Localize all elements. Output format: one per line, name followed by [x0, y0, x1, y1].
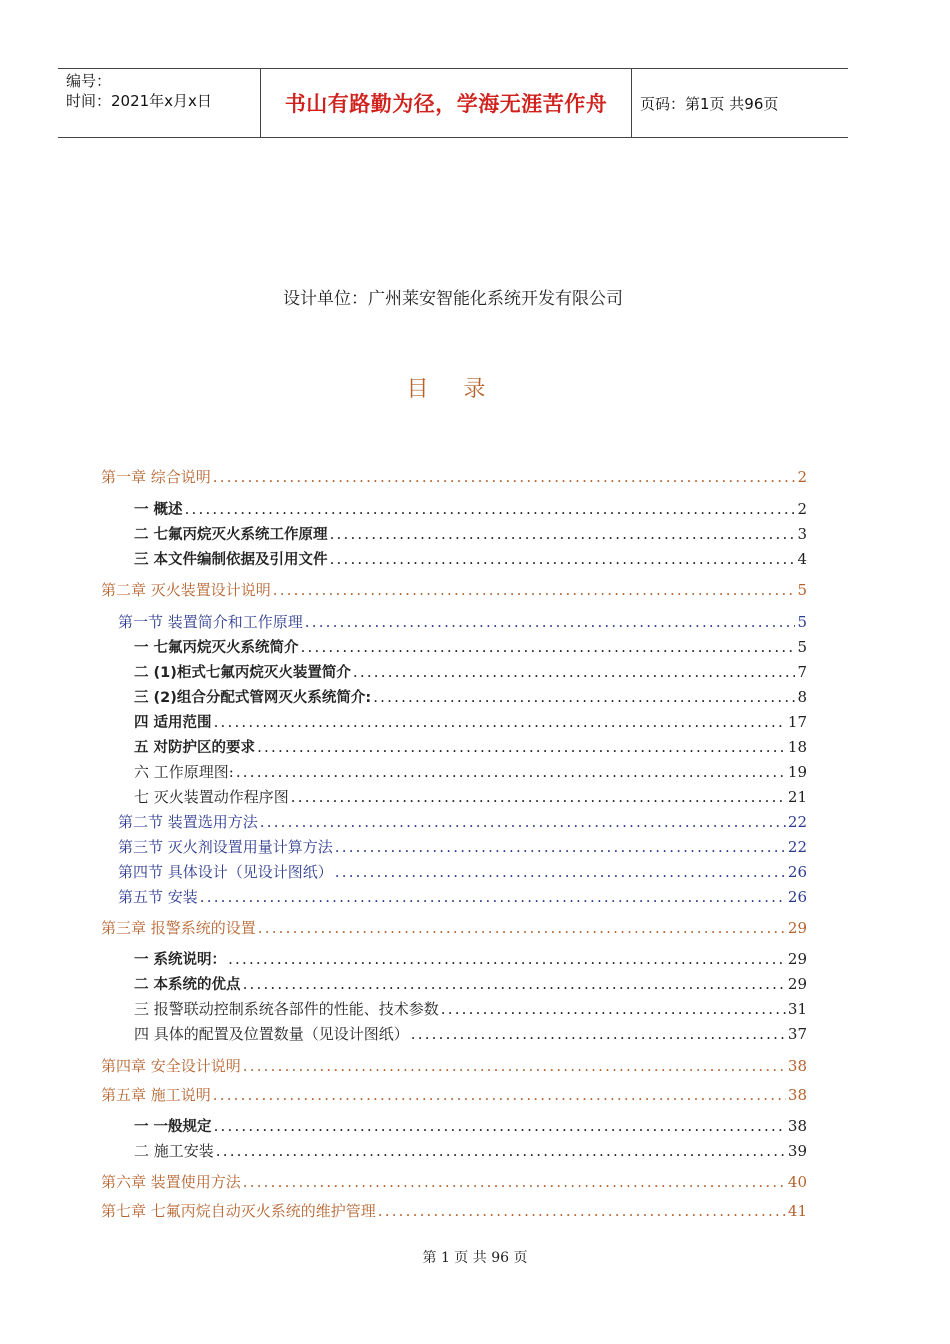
toc-leader-dots — [411, 1025, 786, 1043]
toc-entry-page: 39 — [787, 1142, 807, 1160]
toc-entry-title: 第五节 安装 — [118, 888, 198, 906]
toc-entry-title: 第二章 灭火装置设计说明 — [101, 581, 271, 599]
toc-leader-dots — [185, 500, 796, 518]
toc-entry-page: 37 — [787, 1025, 807, 1043]
toc-entry-title: 五 对防护区的要求 — [134, 740, 256, 756]
toc-leader-dots — [301, 638, 796, 656]
toc-entry[interactable] — [101, 1200, 807, 1220]
toc-entry[interactable] — [101, 579, 807, 599]
toc-leader-dots — [236, 763, 786, 781]
toc-entry-page: 26 — [787, 888, 807, 906]
toc-entry-title: 第四节 具体设计（见设计图纸） — [118, 863, 333, 881]
toc-entry[interactable] — [118, 811, 807, 831]
toc-entry-page: 5 — [797, 581, 807, 599]
toc-leader-dots — [335, 838, 786, 856]
number-label: 编号： — [66, 72, 112, 90]
toc-entry-title: 二 施工安装 — [134, 1142, 214, 1160]
toc-entry-page: 38 — [787, 1117, 807, 1135]
toc-entry[interactable] — [118, 611, 807, 631]
toc-leader-dots — [243, 1057, 786, 1075]
toc-entry-page: 29 — [787, 975, 807, 993]
toc-entry-page: 22 — [787, 838, 807, 856]
toc-entry-page: 38 — [787, 1086, 807, 1104]
toc-leader-dots — [243, 975, 786, 993]
toc-entry-title: 一 系统说明： — [134, 952, 227, 968]
toc-entry-page: 7 — [797, 663, 807, 681]
toc-entry[interactable] — [134, 711, 807, 731]
toc-entry[interactable] — [134, 998, 807, 1018]
toc-leader-dots — [213, 468, 796, 486]
toc-leader-dots — [260, 813, 786, 831]
toc-entry-title: 第二节 装置选用方法 — [118, 813, 258, 831]
toc-leader-dots — [441, 1000, 786, 1018]
toc-entry-page: 29 — [787, 950, 807, 968]
header-meta — [58, 69, 260, 137]
toc-entry-title: 第三节 灭火剂设置用量计算方法 — [118, 838, 333, 856]
toc-entry[interactable] — [101, 917, 807, 937]
company-line: 设计单位：广州莱安智能化系统开发有限公司 — [283, 289, 623, 309]
toc-entry-title: 二 七氟丙烷灭火系统工作原理 — [134, 527, 328, 543]
toc-entry-page: 3 — [797, 525, 807, 543]
toc-entry-title: 第一节 装置简介和工作原理 — [118, 613, 303, 631]
toc-entry[interactable] — [134, 1140, 807, 1160]
toc-entry-title: 一 概述 — [134, 502, 183, 518]
toc-leader-dots — [291, 788, 786, 806]
toc-leader-dots — [353, 663, 796, 681]
toc-entry[interactable] — [134, 548, 807, 568]
toc-entry-title: 第三章 报警系统的设置 — [101, 919, 256, 937]
toc-leader-dots — [243, 1173, 786, 1191]
toc-entry-page: 2 — [797, 500, 807, 518]
toc-entry-page: 18 — [787, 738, 807, 756]
toc-entry[interactable] — [134, 786, 807, 806]
toc-entry[interactable] — [101, 1055, 807, 1075]
toc-entry-page: 41 — [787, 1202, 807, 1220]
toc-entry-page: 38 — [787, 1057, 807, 1075]
toc-entry-title: 第七章 七氟丙烷自动灭火系统的维护管理 — [101, 1202, 376, 1220]
toc-entry-page: 40 — [787, 1173, 807, 1191]
toc-entry-title: 四 具体的配置及位置数量（见设计图纸） — [134, 1025, 409, 1043]
toc-entry-title: 一 七氟丙烷灭火系统简介 — [134, 640, 299, 656]
toc-entry-title: 四 适用范围 — [134, 715, 212, 731]
toc-entry-page: 17 — [787, 713, 807, 731]
toc-entry[interactable] — [118, 836, 807, 856]
toc-entry[interactable] — [134, 661, 807, 681]
toc-entry[interactable] — [134, 973, 807, 993]
time-label: 时间：2021年x月x日 — [66, 92, 212, 110]
toc-entry-title: 一 一般规定 — [134, 1119, 212, 1135]
toc-leader-dots — [200, 888, 786, 906]
toc-entry-title: 第六章 装置使用方法 — [101, 1173, 241, 1191]
toc-entry[interactable] — [101, 466, 807, 486]
toc-entry-page: 29 — [787, 919, 807, 937]
toc-leader-dots — [213, 1086, 786, 1104]
toc-entry[interactable] — [101, 1171, 807, 1191]
toc-title: 目 录 — [406, 377, 500, 402]
toc-leader-dots — [273, 581, 796, 599]
toc-entry-title: 六 工作原理图: — [134, 763, 234, 781]
toc-leader-dots — [373, 688, 795, 706]
toc-entry-title: 三 (2)组合分配式管网灭火系统简介: — [134, 690, 372, 706]
toc-entry-page: 26 — [787, 863, 807, 881]
toc-leader-dots — [216, 1142, 786, 1160]
toc-entry-title: 三 本文件编制依据及引用文件 — [134, 552, 328, 568]
toc-entry-title: 三 报警联动控制系统各部件的性能、技术参数 — [134, 1000, 439, 1018]
toc-leader-dots — [214, 1117, 786, 1135]
toc-entry-page: 8 — [797, 688, 807, 706]
toc-entry-title: 二 本系统的优点 — [134, 977, 241, 993]
page-header — [58, 68, 848, 138]
toc-entry[interactable] — [134, 498, 807, 518]
toc-leader-dots — [378, 1202, 786, 1220]
toc-entry[interactable] — [118, 861, 807, 881]
toc-entry-title: 七 灭火装置动作程序图 — [134, 788, 289, 806]
toc-entry-page: 4 — [797, 550, 807, 568]
toc-entry-title: 第四章 安全设计说明 — [101, 1057, 241, 1075]
toc-leader-dots — [330, 550, 796, 568]
toc-entry-title: 第五章 施工说明 — [101, 1086, 211, 1104]
toc-entry-page: 21 — [787, 788, 807, 806]
header-page-label: 页码：第1页 共96页 — [640, 94, 779, 113]
toc-entry-page: 22 — [787, 813, 807, 831]
toc-entry[interactable] — [134, 948, 807, 968]
toc-leader-dots — [228, 950, 786, 968]
page-footer: 第 1 页 共 96 页 — [422, 1250, 528, 1266]
toc-entry-title: 二 (1)柜式七氟丙烷灭火装置简介 — [134, 665, 351, 681]
toc-entry-page: 5 — [797, 613, 807, 631]
toc-entry[interactable] — [134, 686, 807, 706]
toc-leader-dots — [305, 613, 796, 631]
toc-entry[interactable] — [101, 1084, 807, 1104]
toc-entry[interactable] — [118, 886, 807, 906]
toc-leader-dots — [258, 919, 786, 937]
header-motto: 书山有路勤为径，学海无涯苦作舟 — [260, 69, 632, 137]
toc-entry[interactable] — [134, 736, 807, 756]
toc-entry-page: 2 — [797, 468, 807, 486]
toc-leader-dots — [214, 713, 786, 731]
toc-entry-page: 19 — [787, 763, 807, 781]
toc-leader-dots — [335, 863, 786, 881]
toc-leader-dots — [330, 525, 796, 543]
toc-entry[interactable] — [134, 636, 807, 656]
toc-entry[interactable] — [134, 523, 807, 543]
toc-leader-dots — [257, 738, 786, 756]
toc-entry[interactable] — [134, 761, 807, 781]
toc-entry-page: 5 — [797, 638, 807, 656]
toc-entry-title: 第一章 综合说明 — [101, 468, 211, 486]
toc-entry[interactable] — [134, 1115, 807, 1135]
toc-entry[interactable] — [134, 1023, 807, 1043]
toc-entry-page: 31 — [787, 1000, 807, 1018]
